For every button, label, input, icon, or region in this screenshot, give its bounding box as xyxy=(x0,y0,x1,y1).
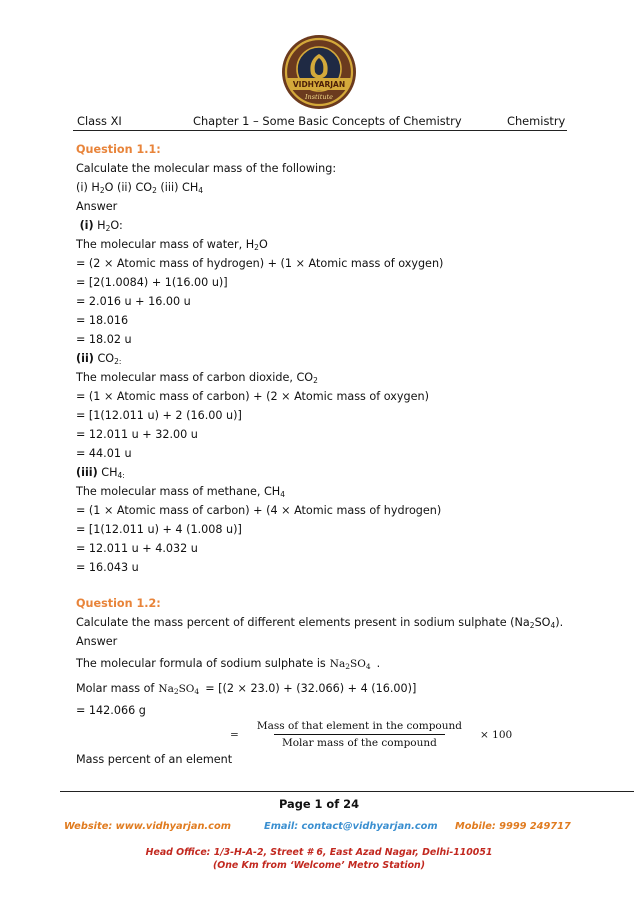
footer-website-link[interactable]: Website: www.vidhyarjan.com xyxy=(64,821,231,832)
footer-head-office: Head Office: 1/3-H-A-2, Street # 6, East Azad Nagar, Delhi-110051 xyxy=(145,847,493,858)
part-i-heading: (i) $H_2O$: xyxy=(79,219,123,233)
fraction xyxy=(249,720,470,749)
mass-percent-formula xyxy=(76,720,566,776)
part-iii-heading: (iii) $CH_{4:}$ xyxy=(76,466,125,480)
answer-label: Answer xyxy=(76,635,118,648)
part-i-step: = (2 × Atomic mass of hydrogen) + (1 × Atomic mass of oxygen) xyxy=(76,257,444,270)
part-ii-intro: The molecular mass of carbon dioxide, $CO_2$ xyxy=(76,371,318,385)
formula-na2so4: $Na_2SO_4$ xyxy=(329,658,371,671)
formula-na2so4: $Na_2SO_4$ xyxy=(158,683,200,696)
part-iii-step: = (1 × Atomic mass of carbon) + (4 × Atomic mass of hydrogen) xyxy=(76,504,442,517)
fraction-denominator: Molar mass of the compound xyxy=(274,734,445,749)
part-iii-step: = [1(12.011 u) + 4 (1.008 u)] xyxy=(76,523,242,536)
header-class: Class XI xyxy=(77,114,122,128)
part-ii-step: = (1 × Atomic mass of carbon) + (2 × Atomic mass of oxygen) xyxy=(76,390,429,403)
mass-percent-label: Mass percent of an element xyxy=(76,753,233,766)
answer-label: Answer xyxy=(76,200,118,213)
molar-mass-result: = 142.066 g xyxy=(76,704,146,717)
question-1-1-options: (i) $H_2O$ (ii) $CO_2$ (iii) $CH_4$ xyxy=(76,181,204,195)
molar-mass-line: Molar mass of $Na_2SO_4 = [(2 \times 23.0) + (32.066) + 4$ (16.00)] xyxy=(76,682,417,696)
part-i-result: = 18.02 u xyxy=(76,333,132,346)
footer-rule xyxy=(60,791,634,792)
part-iii-step: = 12.011 u + 4.032 u xyxy=(76,542,198,555)
logo-subtitle-text: Institute xyxy=(304,93,334,101)
part-ii-step: = 12.011 u + 32.00 u xyxy=(76,428,198,441)
sodium-sulphate-formula-line: The molecular formula of sodium sulphate is $Na_2SO_4$ . xyxy=(76,657,381,671)
part-i-intro: The molecular mass of water, $H_2O$ xyxy=(76,238,268,252)
footer-email-link[interactable]: Email: contact@vidhyarjan.com xyxy=(264,821,438,832)
header-chapter: Chapter 1 – Some Basic Concepts of Chemistry xyxy=(193,114,462,128)
question-1-2-title: Question 1.2: xyxy=(76,597,161,610)
part-i-step: = [2(1.0084) + 1(16.00 u)] xyxy=(76,276,228,289)
section-spacer xyxy=(76,577,566,594)
question-1-1-prompt: Calculate the molecular mass of the following: xyxy=(76,162,337,175)
footer-mobile: Mobile: 9999 249717 xyxy=(455,821,571,832)
part-i-step: = 2.016 u + 16.00 u xyxy=(76,295,191,308)
header-rule xyxy=(73,130,567,131)
part-i-step: = 18.016 xyxy=(76,314,129,327)
mass-percent-equation: = $\frac{\text{Mass of that element in the compound}}{\text{Molar mass of the compound}}$ × 100 xyxy=(230,720,513,749)
part-iii-result: = 16.043 u xyxy=(76,561,139,574)
page-number: Page 1 of 24 xyxy=(278,797,360,811)
part-iii-intro: The molecular mass of methane, $CH_4$ xyxy=(76,485,285,499)
question-1-1-title: Question 1.1: xyxy=(76,143,161,156)
question-1-2-prompt: Calculate the mass percent of different elements present in sodium sulphate $(Na_2SO_4)$. xyxy=(76,616,564,630)
vidhyarjan-logo xyxy=(281,34,357,110)
part-ii-step: = [1(12.011 u) + 2 (16.00 u)] xyxy=(76,409,242,422)
header-subject: Chemistry xyxy=(507,114,566,128)
footer-landmark: (One Km from ‘Welcome’ Metro Station) xyxy=(213,860,425,871)
part-ii-result: = 44.01 u xyxy=(76,447,132,460)
part-ii-heading: (ii) $CO_{2:}$ xyxy=(76,352,122,366)
fraction-numerator: Mass of that element in the compound xyxy=(256,720,462,732)
page-content xyxy=(76,140,566,776)
logo-brand-text: VIDHYARJAN xyxy=(292,80,346,89)
